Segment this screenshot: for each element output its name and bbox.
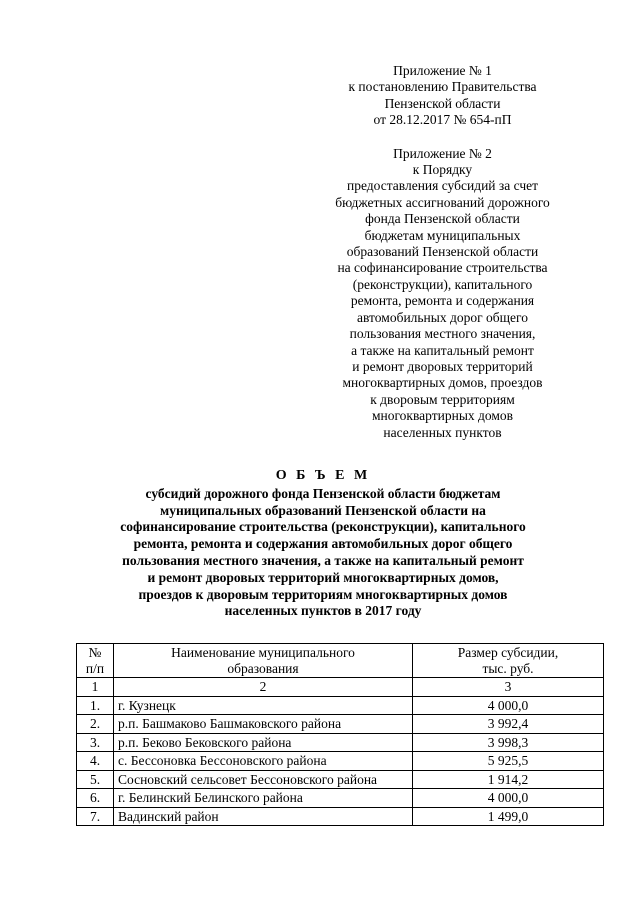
- row-name: с. Бессоновка Бессоновского района: [114, 752, 413, 771]
- appendix-line: (реконструкции), капитального: [352, 276, 533, 292]
- title-line: населенных пунктов в 2017 году: [224, 603, 422, 619]
- header-amount: [413, 644, 604, 678]
- row-name: р.п. Беково Бековского района: [114, 733, 413, 752]
- row-name: г. Белинский Белинского района: [114, 789, 413, 808]
- appendix-line: многоквартирных домов, проездов: [342, 375, 543, 391]
- row-amount: 1 499,0: [413, 807, 604, 826]
- header-num: [77, 644, 114, 678]
- header-num-line: п/п: [85, 660, 105, 676]
- table-row: [77, 807, 604, 826]
- appendix-line: населенных пунктов: [383, 424, 502, 440]
- appendix-line: а также на капитальный ремонт: [351, 342, 534, 358]
- appendix-line: Приложение № 2: [393, 145, 492, 161]
- row-amount: 4 000,0: [413, 789, 604, 808]
- appendix-line: образований Пензенской области: [346, 244, 539, 260]
- appendix-line: Приложение № 1: [393, 63, 492, 78]
- appendix-line: ремонта, ремонта и содержания: [350, 293, 535, 309]
- table-row: [77, 770, 604, 789]
- header-name-line: образования: [227, 660, 299, 676]
- appendix-line: и ремонт дворовых территорий: [352, 358, 533, 374]
- row-amount: 5 925,5: [413, 752, 604, 771]
- row-name: г. Кузнецк: [114, 696, 413, 715]
- table-index-row: [77, 678, 604, 697]
- subsidy-table: [76, 643, 604, 826]
- row-num: 2.: [77, 715, 114, 734]
- title-line: пользования местного значения, а также на капитальный ремонт: [122, 552, 524, 568]
- appendix-header: [300, 63, 585, 441]
- row-num: 5.: [77, 770, 114, 789]
- table-row: [77, 752, 604, 771]
- header-name-line: Наименование муниципального: [171, 645, 355, 660]
- row-num: 7.: [77, 807, 114, 826]
- row-num: 3.: [77, 733, 114, 752]
- appendix-line: фонда Пензенской области: [365, 211, 520, 227]
- header-amount-line: Размер субсидии,: [457, 645, 559, 660]
- title-line: муниципальных образований Пензенской области на: [160, 502, 486, 518]
- row-name: Сосновский сельсовет Бессоновского района: [114, 770, 413, 789]
- index-cell: 3: [413, 678, 604, 697]
- row-num: 6.: [77, 789, 114, 808]
- appendix-line: многоквартирных домов: [371, 408, 514, 424]
- appendix-line: предоставления субсидий за счет: [346, 178, 539, 194]
- appendix-line: к дворовым территориям: [370, 391, 515, 407]
- row-amount: 3 998,3: [413, 733, 604, 752]
- title-line: субсидий дорожного фонда Пензенской области бюджетам: [145, 485, 501, 501]
- row-amount: 4 000,0: [413, 696, 604, 715]
- table-row: [77, 733, 604, 752]
- row-num: 1.: [77, 696, 114, 715]
- appendix-line: от 28.12.2017 № 654-пП: [373, 112, 512, 128]
- appendix-line: к Порядку: [412, 162, 473, 178]
- table-row: [77, 715, 604, 734]
- index-cell: 2: [114, 678, 413, 697]
- title-line: ремонта, ремонта и содержания автомобильных дорог общего: [133, 536, 513, 552]
- row-amount: 3 992,4: [413, 715, 604, 734]
- row-name: р.п. Башмаково Башмаковского района: [114, 715, 413, 734]
- appendix-line: автомобильных дорог общего: [357, 309, 528, 325]
- table-row: [77, 789, 604, 808]
- row-name: Вадинский район: [114, 807, 413, 826]
- document-title: [60, 468, 586, 620]
- appendix-line: бюджетных ассигнований дорожного: [335, 194, 550, 210]
- header-amount-line: тыс. руб.: [482, 660, 534, 676]
- title-line: проездов к дворовым территориям многоквартирных домов: [138, 586, 508, 602]
- appendix-line: пользования местного значения,: [349, 326, 536, 342]
- title-line: софинансирование строительства (реконструкции), капитального: [120, 519, 526, 535]
- appendix-1-block: [300, 63, 585, 129]
- appendix-2-block: [300, 146, 585, 441]
- row-num: 4.: [77, 752, 114, 771]
- header-num-line: №: [88, 645, 102, 660]
- table-row: [77, 696, 604, 715]
- table-header-row: [77, 644, 604, 678]
- title-line: и ремонт дворовых территорий многоквартирных домов,: [147, 569, 499, 585]
- header-name: [114, 644, 413, 678]
- index-cell: 1: [77, 678, 114, 697]
- row-amount: 1 914,2: [413, 770, 604, 789]
- appendix-line: на софинансирование строительства: [337, 260, 548, 276]
- appendix-line: Пензенской области: [384, 95, 501, 111]
- appendix-line: к постановлению Правительства: [348, 79, 537, 95]
- appendix-line: бюджетам муниципальных: [364, 227, 521, 243]
- title-head: О Б Ъ Е М: [275, 468, 371, 483]
